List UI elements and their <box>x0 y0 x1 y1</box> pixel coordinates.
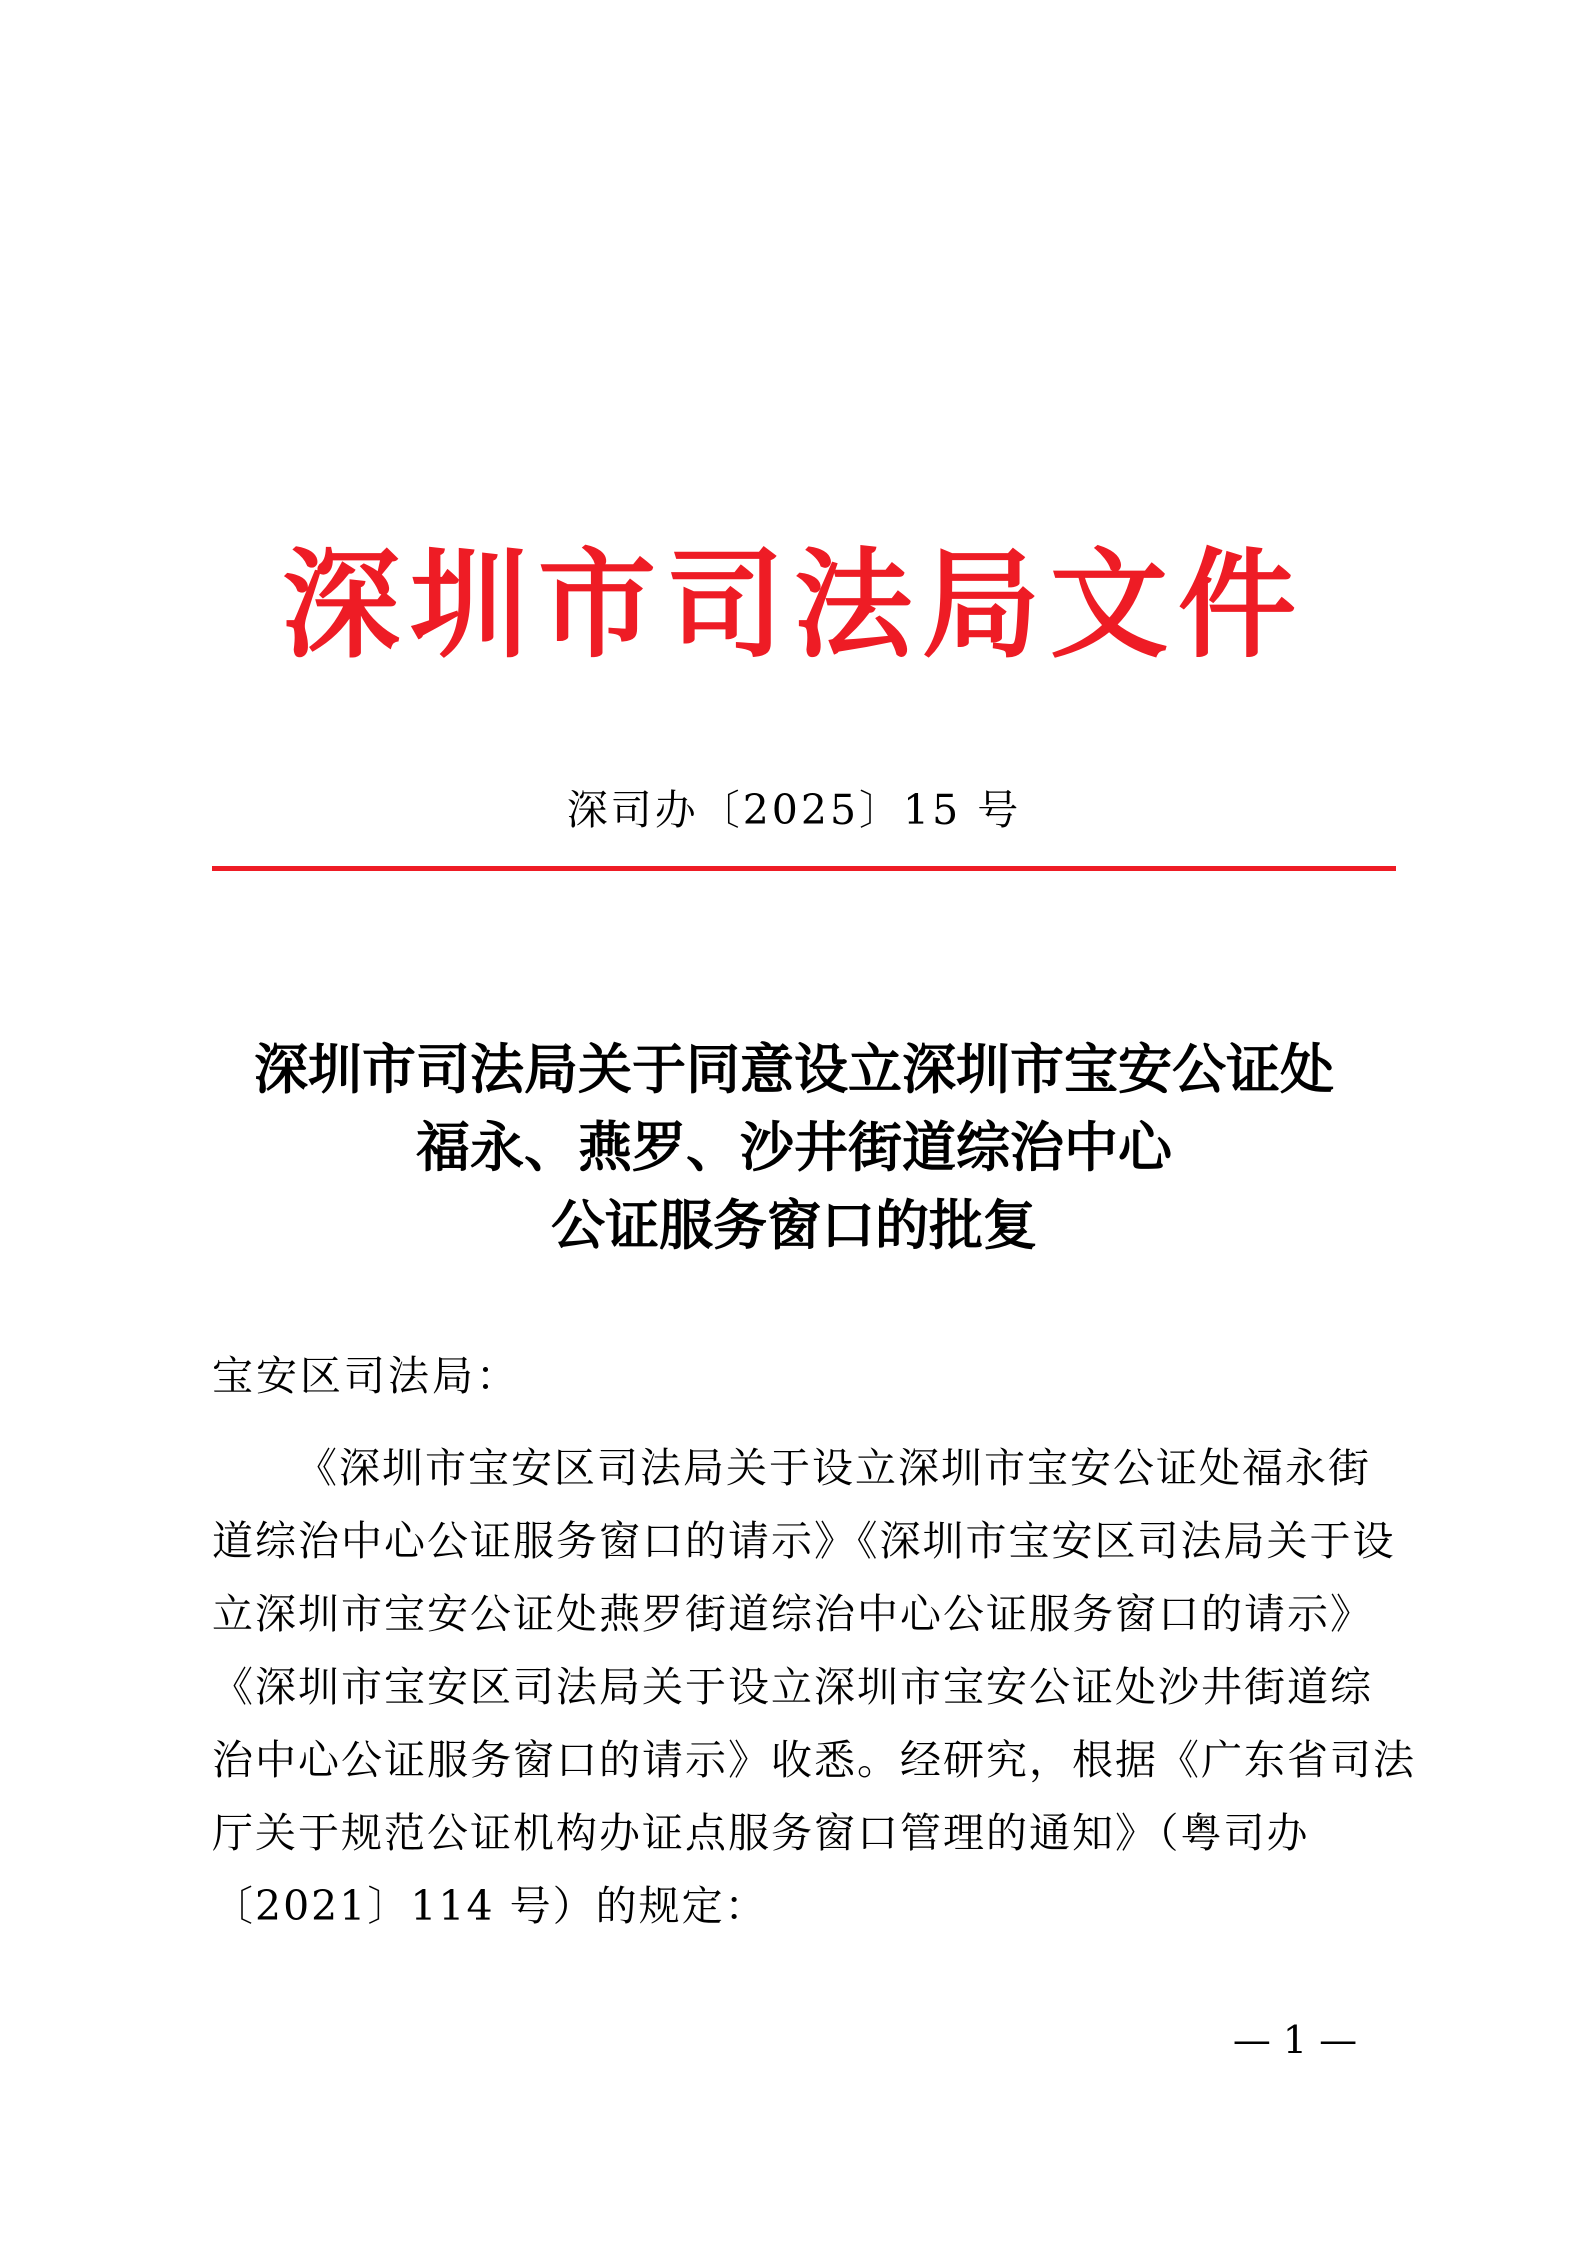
addressee: 宝安区司法局： <box>212 1352 520 1400</box>
document-number: 深司办〔2025〕15 号 <box>566 786 1022 834</box>
body-paragraph <box>212 1432 1416 1943</box>
title-line: 公证服务窗口的批复 <box>551 1193 1037 1257</box>
body-line: 《深圳市宝安区司法局关于设立深圳市宝安公证处沙井街道综 <box>212 1663 1373 1711</box>
body-line: 立深圳市宝安公证处燕罗街道综治中心公证服务窗口的请示》 <box>212 1590 1373 1638</box>
body-line: 道综治中心公证服务窗口的请示》《深圳市宝安区司法局关于设 <box>212 1517 1396 1565</box>
red-divider-rule <box>212 866 1396 871</box>
page-number: — 1 — <box>1232 2018 1358 2062</box>
title-line: 福永、燕罗、沙井街道综治中心 <box>416 1115 1172 1179</box>
masthead-title: 深圳市司法局文件 <box>281 535 1306 674</box>
body-line: 〔2021〕114 号）的规定： <box>212 1882 768 1930</box>
title-line: 深圳市司法局关于同意设立深圳市宝安公证处 <box>254 1037 1334 1101</box>
body-line: 治中心公证服务窗口的请示》收悉。经研究，根据《广东省司法 <box>212 1736 1416 1784</box>
document-title <box>150 1030 1438 1264</box>
body-line: 《深圳市宝安区司法局关于设立深圳市宝安公证处福永街 <box>296 1444 1371 1492</box>
body-line: 厅关于规范公证机构办证点服务窗口管理的通知》（粤司办 <box>212 1809 1310 1857</box>
